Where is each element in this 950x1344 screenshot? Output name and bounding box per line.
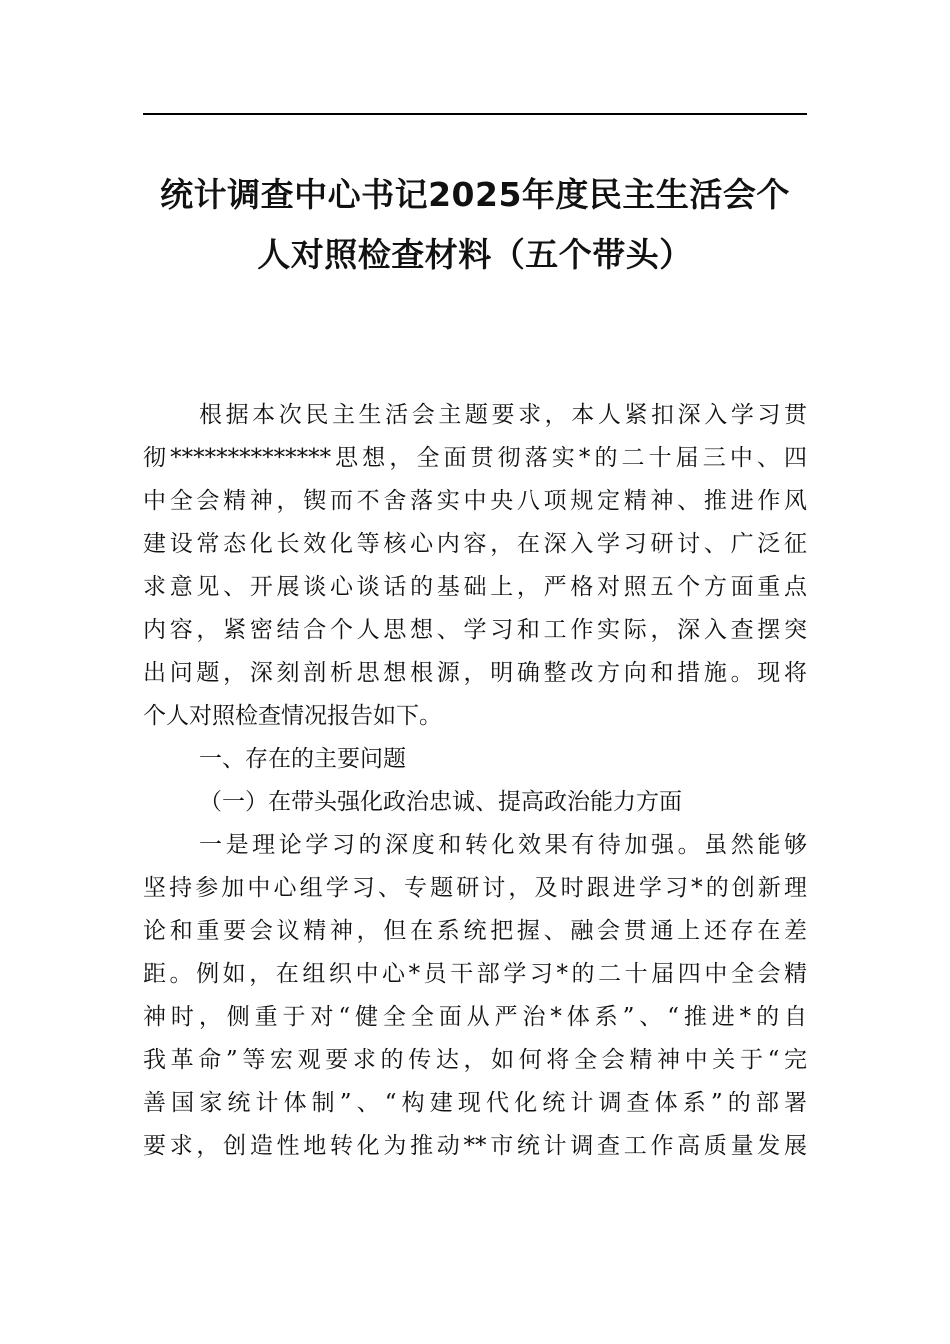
intro-line: 中全会精神，锲而不舍落实中央八项规定精神、推进作风 — [143, 488, 807, 514]
title-line-2: 人对照检查材料（五个带头） — [257, 235, 693, 274]
intro-line: 内容，紧密结合个人思想、学习和工作实际，深入查摆突 — [143, 617, 807, 643]
intro-line: 根据本次民主生活会主题要求，本人紧扣深入学习贯 — [199, 402, 807, 428]
intro-line: 求意见、开展谈心谈话的基础上，严格对照五个方面重点 — [143, 574, 807, 600]
paragraph-line: 要求，创造性地转化为推动**市统计调查工作高质量发展 — [143, 1133, 807, 1159]
title-line-1: 统计调查中心书记2025年度民主生活会个 — [160, 175, 790, 214]
paragraph-line: 论和重要会议精神，但在系统把握、融会贯通上还存在差 — [143, 918, 807, 944]
section-heading: 一、存在的主要问题 — [199, 746, 406, 772]
paragraph-line: 坚持参加中心组学习、专题研讨，及时跟进学习*的创新理 — [143, 875, 807, 901]
paragraph-line: 我革命”等宏观要求的传达，如何将全会精神中关于“完 — [143, 1047, 807, 1073]
document-title — [140, 165, 810, 285]
paragraph-line: 神时，侧重于对“健全全面从严治*体系”、“推进*的自 — [143, 1004, 807, 1030]
top-rule — [143, 113, 807, 115]
subsection-heading: （一）在带头强化政治忠诚、提高政治能力方面 — [199, 789, 682, 815]
paragraph-line: 善国家统计体制”、“构建现代化统计调查体系”的部署 — [143, 1090, 807, 1116]
intro-line: 彻**************思想，全面贯彻落实*的二十届三中、四 — [143, 445, 807, 471]
intro-line: 个人对照检查情况报告如下。 — [143, 703, 442, 729]
intro-line: 出问题，深刻剖析思想根源，明确整改方向和措施。现将 — [143, 660, 807, 686]
intro-line: 建设常态化长效化等核心内容，在深入学习研讨、广泛征 — [143, 531, 807, 557]
paragraph-line: 距。例如，在组织中心*员干部学习*的二十届四中全会精 — [143, 961, 807, 987]
paragraph-line: 一是理论学习的深度和转化效果有待加强。虽然能够 — [199, 832, 807, 858]
